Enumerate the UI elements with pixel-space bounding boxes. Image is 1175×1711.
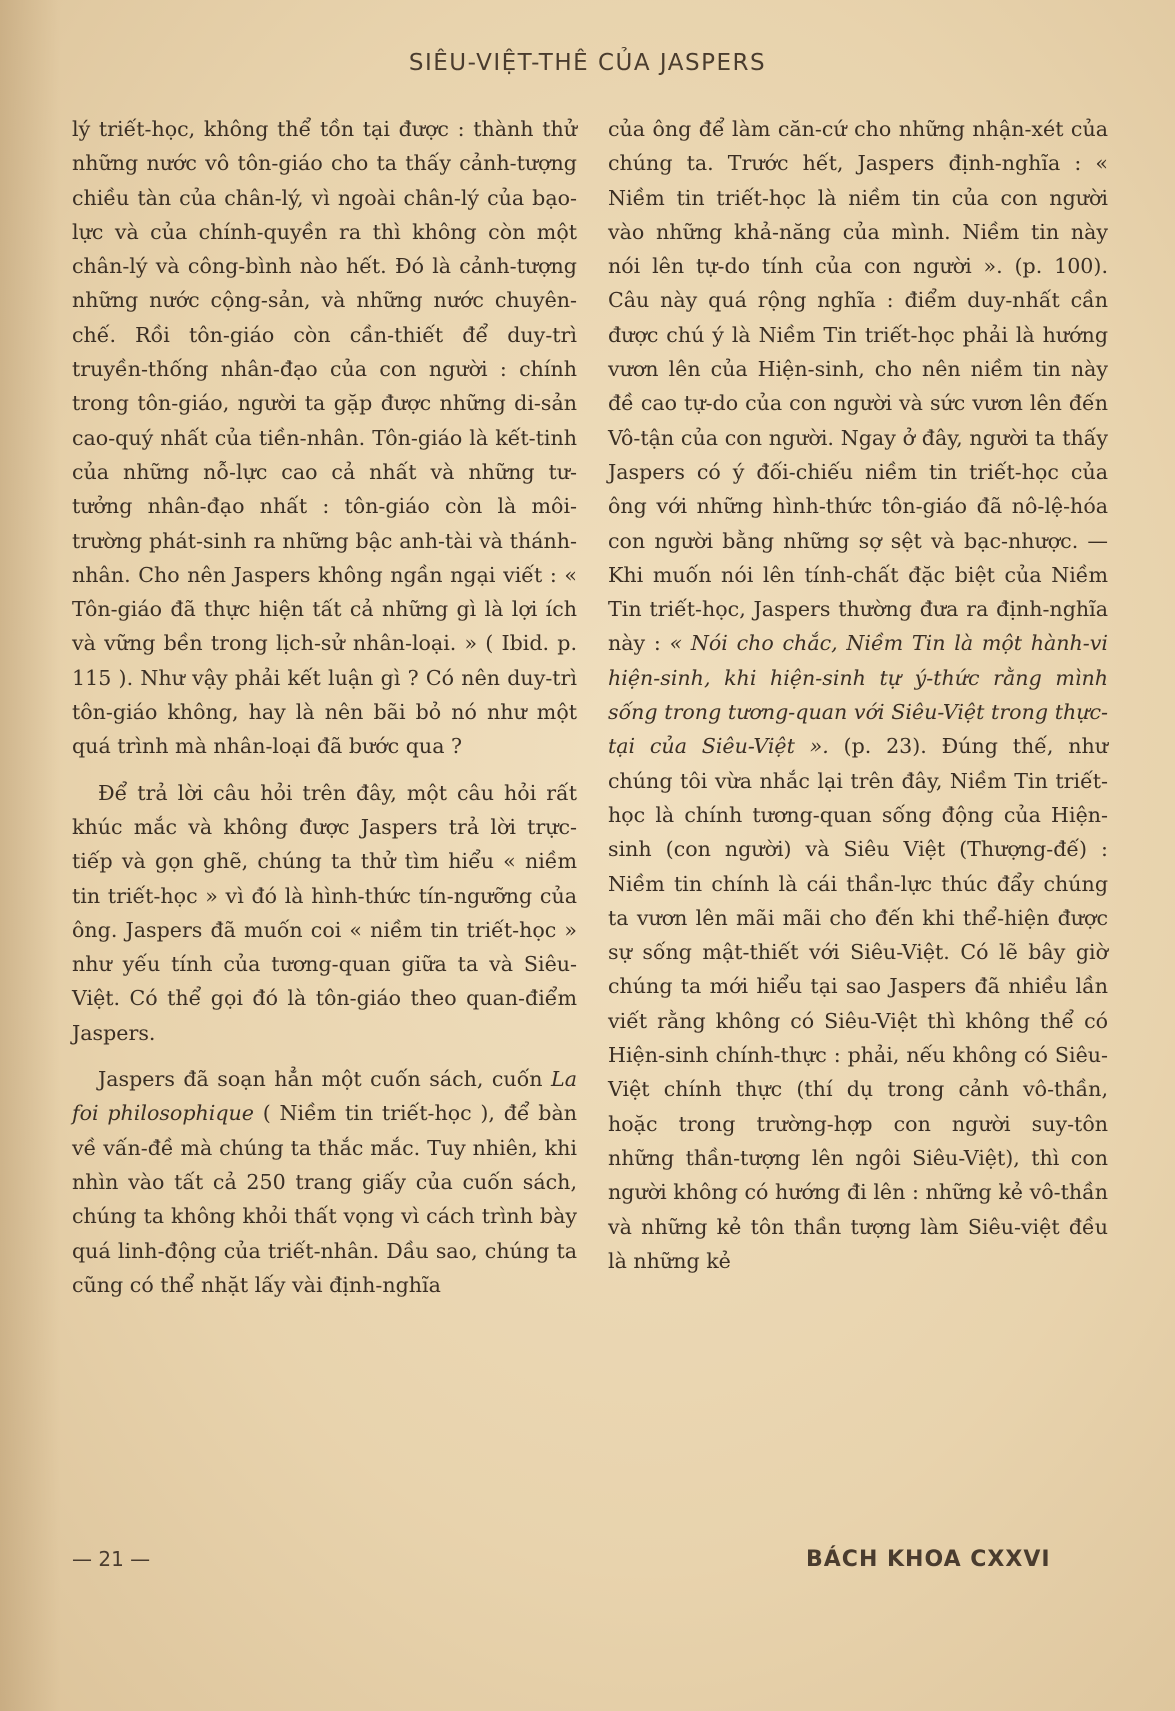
left-paragraph-3 xyxy=(72,1062,577,1302)
definition-quote-italic: « Nói cho chắc, Niềm Tin là một hành-vi hiện-sinh, khi hiện-sinh tự ý-thức rằng mình sống trong tương-quan với Siêu-Việt trong thực-tại của Siêu-Việt ». xyxy=(608,631,1108,759)
right-p1-text-after: (p. 23). Đúng thế, như chúng tôi vừa nhắc lại trên đây, Niềm Tin triết-học là chính tương-quan sống động của Hiện-sinh (con người) và Siêu Việt (Thượng-đế) : Niềm tin chính là cái thần-lực thúc đẩy chúng ta vươn lên mãi mãi cho đến khi thể-hiện được sự sống mật-thiết với Siêu-Việt. Có lẽ bây giờ chúng ta mới hiểu tại sao Jaspers đã nhiều lần viết rằng không có Siêu-Việt thì không thể có Hiện-sinh chính-thực : phải, nếu không có Siêu-Việt chính thực (thí dụ trong cảnh vô-thần, hoặc trong trường-hợp con người suy-tôn những thần-tượng lên ngôi Siêu-Việt), thì con người không có hướng đi lên : những kẻ vô-thần và những kẻ tôn thần tượng làm Siêu-việt đều là những kẻ xyxy=(608,734,1108,1273)
left-paragraph-1: lý triết-học, không thể tồn tại được : thành thử những nước vô tôn-giáo cho ta thấy cảnh-tượng chiều tàn của chân-lý, vì ngoài chân-lý của bạo-lực và của chính-quyền ra thì không còn một chân-lý và công-bình nào hết. Đó là cảnh-tượng những nước cộng-sản, và những nước chuyên-chế. Rồi tôn-giáo còn cần-thiết để duy-trì truyền-thống nhân-đạo của con người : chính trong tôn-giáo, người ta gặp được những di-sản cao-quý nhất của tiền-nhân. Tôn-giáo là kết-tinh của những nỗ-lực cao cả nhất và những tư-tưởng nhân-đạo nhất : tôn-giáo còn là môi-trường phát-sinh ra những bậc anh-tài và thánh-nhân. Cho nên Jaspers không ngần ngại viết : « Tôn-giáo đã thực hiện tất cả những gì là lợi ích và vững bền trong lịch-sử nhân-loại. » ( Ibid. p. 115 ). Như vậy phải kết luận gì ? Có nên duy-trì tôn-giáo không, hay là nên bãi bỏ nó như một quá trình mà nhân-loại đã bước qua ? xyxy=(72,117,577,759)
right-column xyxy=(608,112,1108,1278)
left-p3-text-before: Jaspers đã soạn hẳn một cuốn sách, cuốn xyxy=(98,1067,552,1092)
magazine-issue: BÁCH KHOA CXXVI xyxy=(806,1547,1051,1572)
right-paragraph-1 xyxy=(608,112,1108,1278)
left-p3-text-after: ( Niềm tin triết-học ), để bàn về vấn-đề mà chúng ta thắc mắc. Tuy nhiên, khi nhìn vào tất cả 250 trang giấy của cuốn sách, chúng ta không khỏi thất vọng vì cách trình bày quá linh-động của triết-nhân. Dầu sao, chúng ta cũng có thể nhặt lấy vài định-nghĩa xyxy=(72,1101,577,1297)
book-title-italic: La foi philosophique xyxy=(72,1067,577,1126)
page-shadow xyxy=(0,0,60,1711)
page-number: — 21 — xyxy=(72,1547,151,1571)
running-header: SIÊU-VIỆT-THÊ CỦA JASPERS xyxy=(408,50,767,76)
left-paragraph-2: Để trả lời câu hỏi trên đây, một câu hỏi rất khúc mắc và không được Jaspers trả lời trực-tiếp và gọn ghẽ, chúng ta thử tìm hiểu « niềm tin triết-học » vì đó là hình-thức tín-ngưỡng của ông. Jaspers đã muốn coi « niềm tin triết-học » như yếu tính của tương-quan giữa ta và Siêu-Việt. Có thể gọi đó là tôn-giáo theo quan-điểm Jaspers. xyxy=(72,780,577,1045)
left-column xyxy=(72,112,577,1302)
right-p1-text-before: của ông để làm căn-cứ cho những nhận-xét của chúng ta. Trước hết, Jaspers định-nghĩa : « Niềm tin triết-học là niềm tin của con người vào những khả-năng của mình. Niềm tin này nói lên tự-do tính của con người ». (p. 100). Câu này quá rộng nghĩa : điểm duy-nhất cần được chú ý là Niềm Tin triết-học phải là hướng vươn lên của Hiện-sinh, cho nên niềm tin này đề cao tự-do của con người và sức vươn lên đến Vô-tận của con người. Ngay ở đây, người ta thấy Jaspers có ý đối-chiếu niềm tin triết-học của ông với những hình-thức tôn-giáo đã nô-lệ-hóa con người bằng những sợ sệt và bạc-nhược. — Khi muốn nói lên tính-chất đặc biệt của Niềm Tin triết-học, Jaspers thường đưa ra định-nghĩa này : xyxy=(608,117,1108,656)
